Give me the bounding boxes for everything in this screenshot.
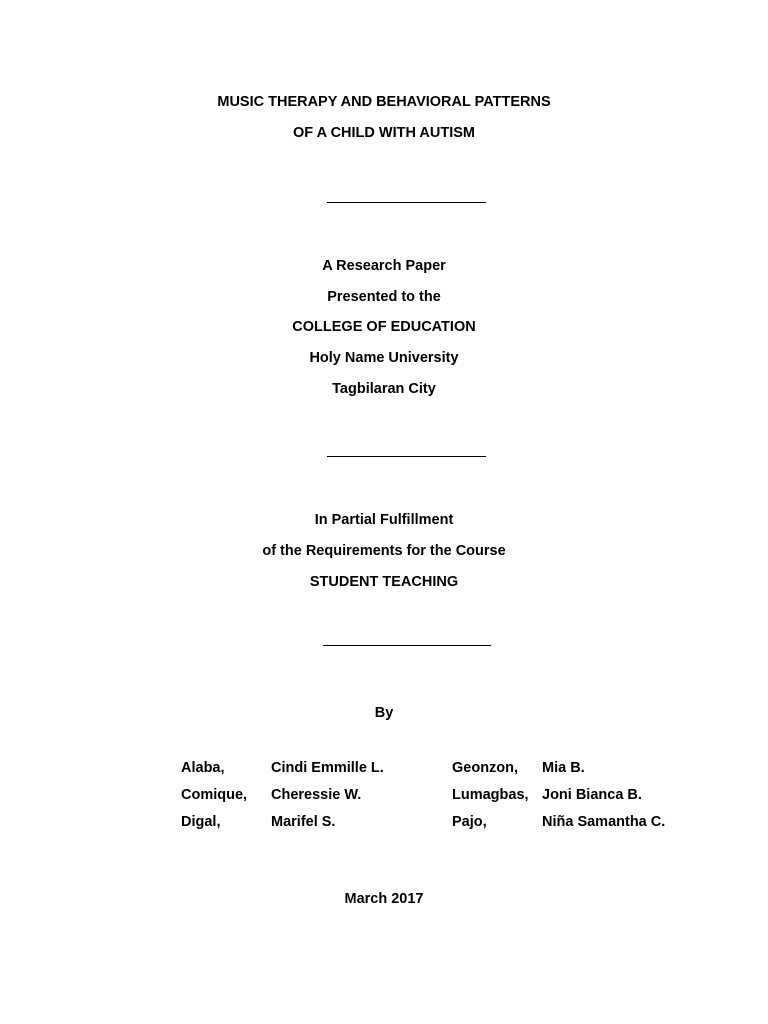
college-name: COLLEGE OF EDUCATION xyxy=(292,319,476,335)
author-first-name: Joni Bianca B. xyxy=(542,787,642,803)
author-last-name: Pajo, xyxy=(452,814,487,830)
author-last-name: Alaba, xyxy=(181,760,225,776)
by-label: By xyxy=(374,705,394,721)
separator-rule-3 xyxy=(323,645,491,646)
author-last-name: Digal, xyxy=(181,814,221,830)
course-name: STUDENT TEACHING xyxy=(309,574,459,590)
university-name: Holy Name University xyxy=(309,350,459,366)
author-first-name: Mia B. xyxy=(542,760,585,776)
author-first-name: Cindi Emmille L. xyxy=(271,760,384,776)
separator-rule-2 xyxy=(327,456,486,457)
author-first-name: Niña Samantha C. xyxy=(542,814,666,830)
author-last-name: Comique, xyxy=(181,787,248,803)
submission-date: March 2017 xyxy=(344,891,424,907)
author-first-name: Cheressie W. xyxy=(271,787,362,803)
city-name: Tagbilaran City xyxy=(332,381,436,397)
title-line-2: OF A CHILD WITH AUTISM xyxy=(292,125,476,141)
title-line-1: MUSIC THERAPY AND BEHAVIORAL PATTERNS xyxy=(217,94,551,110)
paper-type: A Research Paper xyxy=(322,258,446,274)
fulfillment-line-1: In Partial Fulfillment xyxy=(314,512,454,528)
fulfillment-line-2: of the Requirements for the Course xyxy=(262,543,506,559)
author-last-name: Geonzon, xyxy=(452,760,519,776)
author-last-name: Lumagbas, xyxy=(452,787,529,803)
author-first-name: Marifel S. xyxy=(271,814,336,830)
separator-rule-1 xyxy=(327,202,486,203)
presented-to: Presented to the xyxy=(327,289,441,305)
